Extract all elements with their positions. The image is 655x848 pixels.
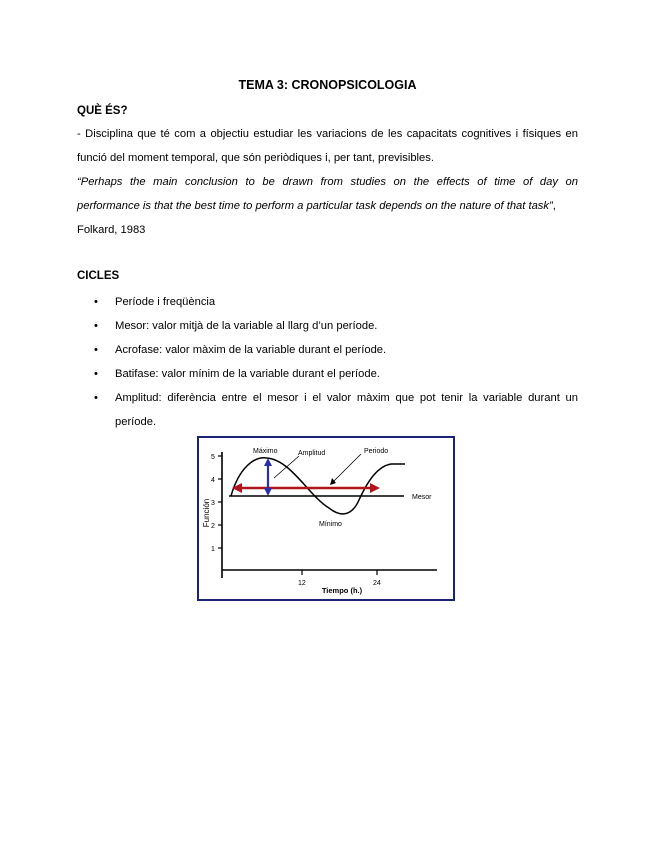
x-axis-label: Tiempo (h.) bbox=[321, 586, 363, 595]
section-heading-cicles: CICLES bbox=[77, 270, 120, 282]
bullet: • bbox=[94, 344, 98, 356]
bullet: • bbox=[94, 320, 98, 332]
maximo-label: Máximo bbox=[253, 448, 278, 455]
list-item bbox=[77, 362, 578, 386]
list-item bbox=[77, 314, 578, 338]
amplitude-arrow-bottom-head bbox=[264, 488, 272, 496]
page-title: TEMA 3: CRONOPSICOLOGIA bbox=[238, 78, 417, 92]
periodo-pointer bbox=[332, 454, 361, 483]
y-tick-label: 5 bbox=[211, 454, 215, 461]
definition-paragraph bbox=[77, 122, 578, 170]
y-tick-label: 4 bbox=[211, 477, 215, 484]
cycle-curve bbox=[231, 458, 405, 514]
minimo-label: Mínimo bbox=[319, 521, 342, 528]
bullet: • bbox=[94, 296, 98, 308]
quote-line-2-wrap bbox=[77, 194, 578, 218]
section-heading-que-es: QUÈ ÉS? bbox=[77, 105, 128, 117]
y-tick-label: 3 bbox=[211, 500, 215, 507]
periodo-pointer-head bbox=[330, 478, 336, 485]
bullet: • bbox=[94, 368, 98, 380]
list-item-text: Mesor: valor mitjà de la variable al llarg d’un període. bbox=[115, 320, 378, 332]
cycle-diagram-figure bbox=[197, 436, 455, 601]
periodo-label: Periodo bbox=[364, 448, 389, 455]
list-item-text: Amplitud: diferència entre el mesor i el valor màxim que pot tenir la variable durant un període. bbox=[115, 392, 578, 428]
definition-line-1: - Disciplina que té com a objectiu estudiar les variacions de les capacitats cognitives i físiques en bbox=[77, 128, 578, 140]
quote-paragraph bbox=[77, 170, 578, 242]
amplitud-label: Amplitud bbox=[298, 450, 326, 457]
quote-line-2: performance is that the best time to perform a particular task depends on the nature of that task” bbox=[77, 200, 553, 212]
quote-comma: , bbox=[552, 200, 556, 212]
list-item bbox=[77, 290, 578, 314]
cycle-diagram bbox=[199, 438, 452, 598]
x-tick-label: 12 bbox=[298, 580, 306, 587]
definition-line-2: funció del moment temporal, que són periòdiques i, per tant, previsibles. bbox=[77, 152, 434, 164]
mesor-label: Mesor bbox=[412, 494, 432, 501]
quote-line-1: “Perhaps the main conclusion to be drawn from studies on the effects of time of day on bbox=[77, 176, 578, 188]
list-item-text: Batifase: valor mínim de la variable durant el període. bbox=[115, 368, 380, 380]
period-arrow-left-head bbox=[232, 483, 242, 493]
list-item bbox=[77, 386, 578, 434]
list-item-text: Acrofase: valor màxim de la variable durant el període. bbox=[115, 344, 387, 356]
list-item bbox=[77, 338, 578, 362]
list-item-text: Període i freqüència bbox=[115, 296, 216, 308]
cycles-list bbox=[77, 290, 578, 434]
y-axis-label: Función bbox=[202, 498, 211, 528]
bullet: • bbox=[94, 392, 98, 404]
period-arrow-right-head bbox=[370, 483, 380, 493]
x-tick-label: 24 bbox=[373, 580, 381, 587]
y-tick-label: 2 bbox=[211, 523, 215, 530]
quote-citation: Folkard, 1983 bbox=[77, 224, 146, 236]
y-tick-label: 1 bbox=[211, 546, 215, 553]
